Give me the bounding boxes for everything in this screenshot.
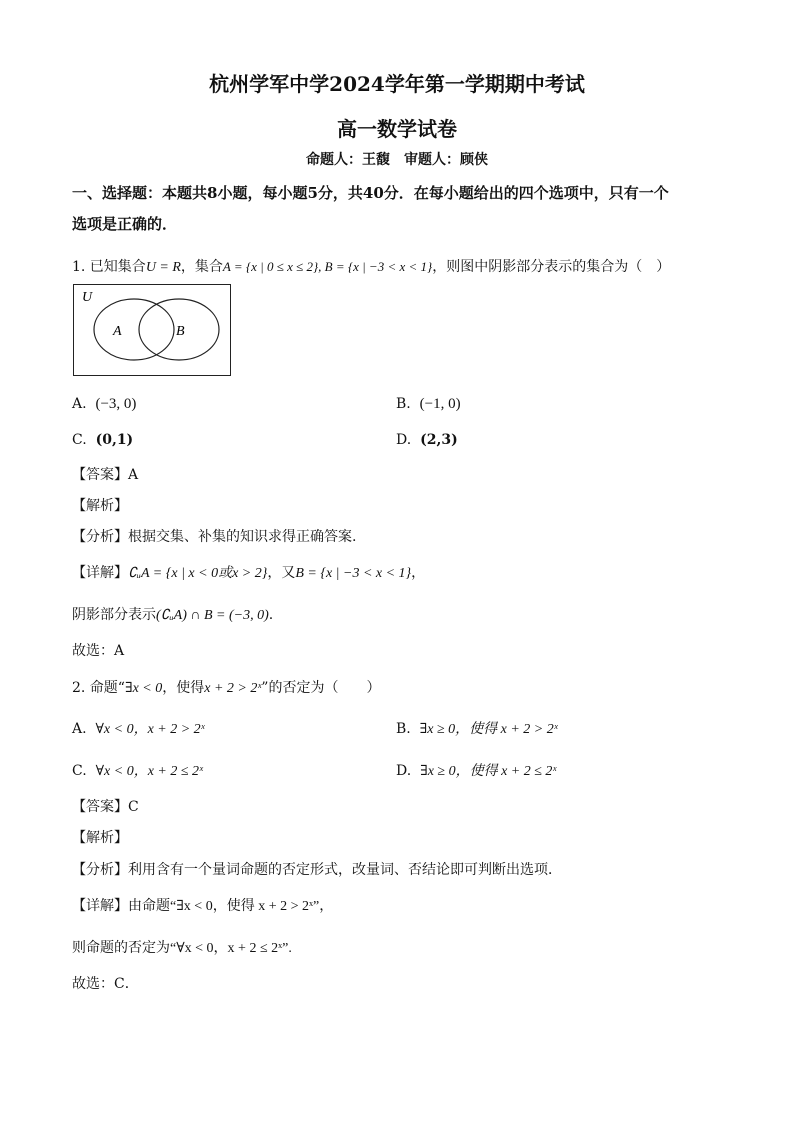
venn-svg [74, 285, 230, 375]
detail-text: ， [411, 565, 426, 581]
q1-analysis-tag: 【解析】 [72, 498, 128, 514]
answer-tag: 【答案】 [72, 799, 128, 815]
venn-label-b: B [176, 324, 185, 339]
detail-text: 阴影部分表示 [72, 607, 156, 623]
option-value: ∀x < 0，x + 2 ≤ 2ˣ [95, 764, 203, 779]
q1-fenxi [72, 526, 356, 546]
option-label: B. [396, 396, 411, 412]
venn-shaded-region [182, 299, 222, 360]
q2-stem-math: ∃x < 0 [124, 681, 163, 696]
q2-stem [72, 677, 380, 697]
detail-tag: 【详解】 [72, 898, 128, 914]
option-label: B. [396, 721, 411, 737]
option-label: A. [72, 721, 87, 737]
q1-option-a [72, 396, 136, 413]
option-value: (2,3) [420, 432, 458, 448]
q2-fenxi [72, 859, 562, 879]
fenxi-tag: 【分析】 [72, 529, 128, 545]
q1-option-d [396, 432, 458, 448]
option-label: C. [72, 763, 87, 779]
q2-option-d [396, 760, 556, 780]
q1-detail-line1 [72, 562, 425, 582]
exam-subtitle: 高一数学试卷 [337, 117, 457, 141]
q2-stem-suffix: ”的否定为（ ） [261, 680, 381, 696]
detail-text: 则命题的否定为“∀x < 0，x + 2 ≤ 2ˣ”. [72, 941, 292, 956]
option-value: (−1, 0) [419, 396, 461, 412]
q1-option-b [396, 396, 461, 413]
q2-option-a [72, 718, 205, 738]
fenxi-tag: 【分析】 [72, 862, 128, 878]
venn-circle-a [94, 299, 174, 360]
q2-stem-mid: ，使得 [162, 680, 205, 696]
answer-tag: 【答案】 [72, 467, 128, 483]
q1-sets: A = {x | 0 ≤ x ≤ 2}, B = {x | −3 < x < 1} [222, 259, 433, 274]
q2-detail-line1 [72, 895, 333, 915]
q1-stem-prefix: 1. 已知集合 [72, 259, 146, 275]
q1-choose: 故选：A [72, 643, 125, 659]
q1-universe: U = R [145, 260, 181, 275]
fenxi-text: 根据交集、补集的知识求得正确答案. [128, 529, 357, 545]
detail-text: 由命题“∃x < 0，使得 x + 2 > 2ˣ”， [128, 899, 334, 914]
detail-math: (∁ᵤA) ∩ B = (−3, 0) [156, 608, 269, 623]
option-value: ∀x < 0，x + 2 > 2ˣ [95, 722, 205, 737]
option-value: (0,1) [95, 432, 134, 448]
q2-choose: 故选：C． [72, 976, 139, 992]
option-label: D. [396, 432, 412, 448]
q2-stem-prefix: 2. 命题“ [72, 680, 125, 696]
section-heading-line2: 选项是正确的． [72, 215, 178, 233]
q1-stem [72, 256, 670, 276]
option-label: C. [72, 432, 87, 448]
q1-option-c [72, 432, 133, 448]
section-heading-line1: 一、选择题：本题共8小题，每小题5分，共40分．在每小题给出的四个选项中，只有一个 [72, 184, 669, 202]
q1-stem-suffix: ，则图中阴影部分表示的集合为（ ） [432, 259, 671, 275]
exam-title: 杭州学军中学2024学年第一学期期中考试 [209, 72, 585, 96]
venn-diagram [73, 284, 231, 376]
detail-text: ，又 [267, 565, 296, 581]
q1-detail-line2 [72, 604, 273, 624]
option-value: ∃x ≥ 0，使得 x + 2 ≤ 2ˣ [420, 764, 557, 779]
detail-math: ∁ᵤA = {x | x < 0或x > 2} [128, 566, 268, 581]
q1-stem-mid: ，集合 [180, 259, 223, 275]
q2-answer [72, 796, 139, 816]
answer-value: A [128, 467, 139, 483]
detail-math: B = {x | −3 < x < 1} [295, 566, 412, 581]
detail-text: . [268, 607, 274, 623]
fenxi-text: 利用含有一个量词命题的否定形式，改量词、否结论即可判断出选项． [128, 862, 562, 878]
exam-authors: 命题人：王馥 审题人：顾侠 [306, 152, 488, 168]
q2-stem-math: x + 2 > 2ˣ [204, 681, 262, 696]
detail-tag: 【详解】 [72, 565, 128, 581]
option-value: ∃x ≥ 0，使得 x + 2 > 2ˣ [419, 722, 558, 737]
option-label: D. [396, 763, 412, 779]
venn-label-u: U [82, 290, 93, 305]
q2-detail-line2 [72, 937, 292, 957]
venn-label-a: A [113, 324, 122, 339]
answer-value: C [128, 799, 139, 815]
q2-analysis-tag: 【解析】 [72, 830, 128, 846]
option-label: A. [72, 396, 87, 412]
q1-answer [72, 464, 138, 484]
q2-option-c [72, 760, 203, 780]
option-value: (−3, 0) [95, 396, 137, 412]
q2-option-b [396, 718, 558, 738]
